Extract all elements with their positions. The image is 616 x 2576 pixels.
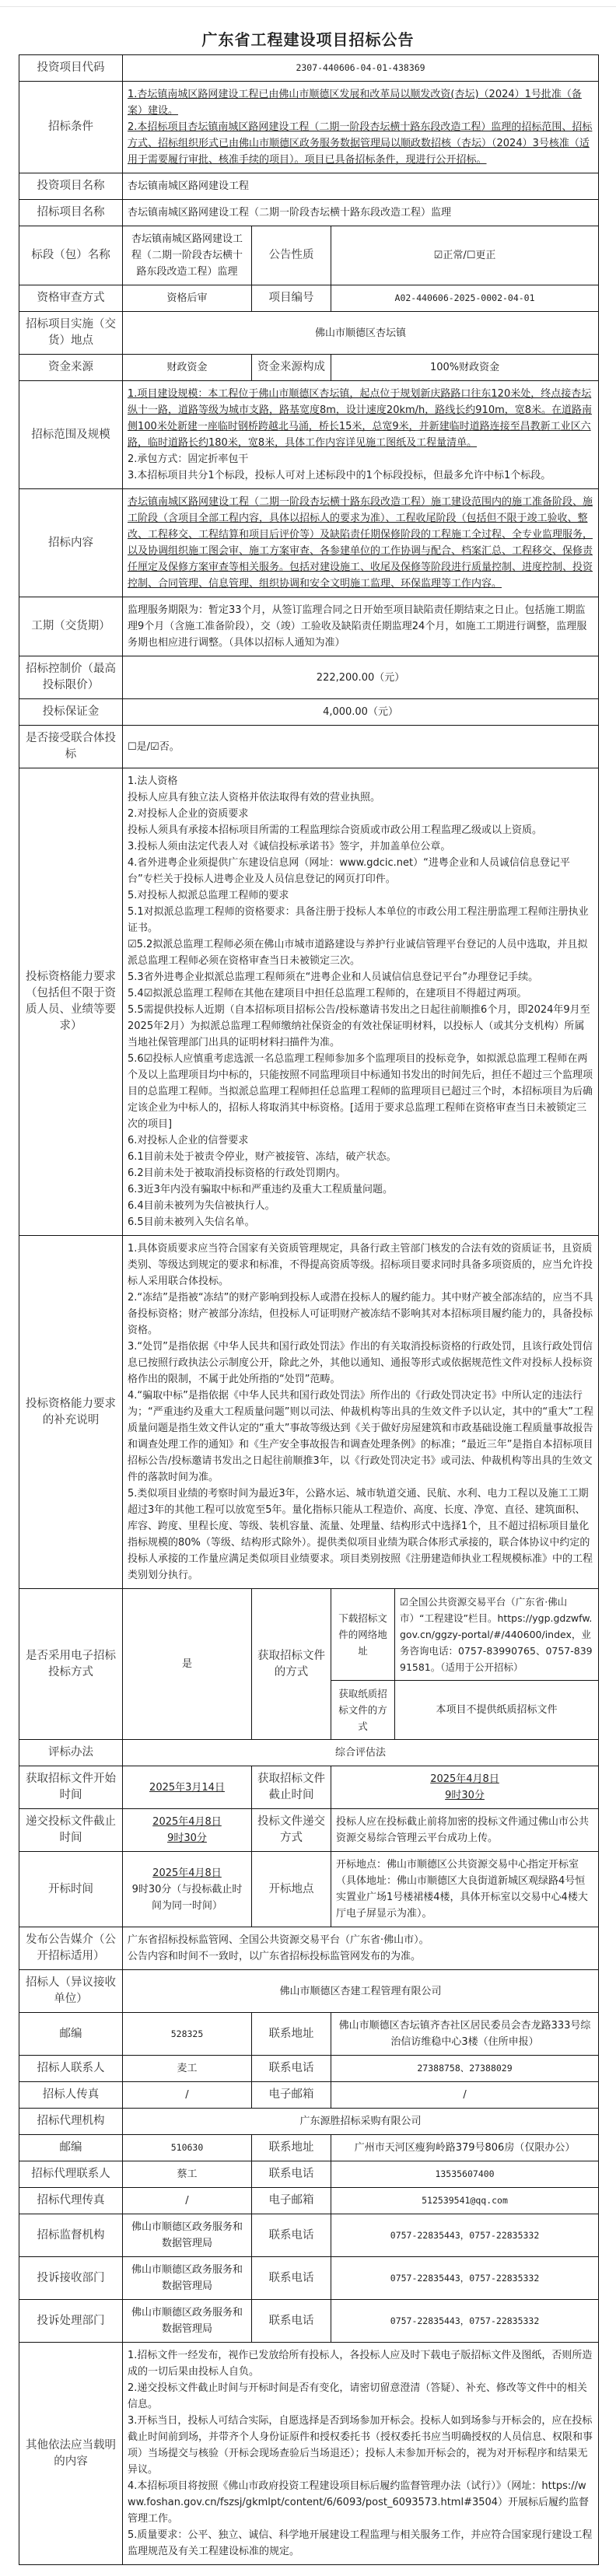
qualification-line: 投标人应具有独立法人资格并依法取得有效的营业执照。 [128, 792, 381, 803]
obtain-end-time: 9时30分 [445, 1790, 485, 1801]
label-supervision: 招标监督机构 [19, 2214, 123, 2257]
row-conditions [19, 82, 599, 173]
label-agency-email: 电子邮箱 [252, 2188, 331, 2214]
value-agency-phone: 13535607400 [331, 2161, 599, 2188]
qualification-line: 5.1对拟派总监理工程师的资格要求：具备注册于投标人本单位的市政公用工程注册监理工程师注册执业证书。 [128, 906, 589, 934]
label-obtain-method: 获取招标文件的方式 [252, 1589, 331, 1740]
scope-line-1: 1.项目建设规模：本工程位于佛山市顺德区杏坛镇，起点位于规划新庆路路口往东120米处，终点接杏坛纵十一路，道路等级为城市支路，路基宽度8m，设计速度20km/h，路线长约910m，宽8米。在道路南侧100米处新建一座临时钢桥跨越北马涌，桥长15米，总宽9米，并新建临时道路连接至昌教新工业区六路，临时道路长约180米，宽8米，具体工作内容详见施工图纸及工程量清单。 [128, 388, 593, 449]
value-agency-contact: 蔡工 [123, 2161, 252, 2188]
label-invest-name: 投资项目名称 [19, 173, 123, 200]
value-content: 杏坛镇南城区路网建设工程（二期一阶段杏坛横十路东段改造工程）施工建设范围内的施工准备阶段、施工阶段（含项目全部工程内容，具体以招标人的要求为准）、工程收尾阶段（包括但不限于竣工验收、整改、工程移交、工程结算和项目后评价等）及缺陷责任期保修阶段的工程施工全过程、全专业监理服务，以及协调组织施工图会审、施工方案审查、各参建单位的工作协调与配合、档案汇总、工程移交、保修责任厘定及保修方案审查等相关服务。包括对建设施工、收尾及保修等阶段进行质量控制、进度控制、投资控制、合同管理、信息管理、组织协调和安全文明施工监理、环保监理等工作内容。 [123, 489, 599, 597]
qualification-line: 6.2目前未处于被取消投标资格的行政处罚期内。 [128, 1167, 346, 1179]
qualification-line: 6.对投标人企业的信誉要求 [128, 1135, 249, 1146]
value-tenderer-fax: / [123, 2082, 252, 2109]
label-media: 发布公告媒介（公开招标适用） [19, 1927, 123, 1970]
row-project-name [19, 200, 599, 226]
qualification-line: 5.对投标人拟派总监理工程师的要求 [128, 890, 289, 901]
label-project-code: 项目编号 [252, 285, 331, 312]
value-invest-name: 杏坛镇南城区路网建设工程 [123, 173, 599, 200]
label-location: 招标项目实施（交货）地点 [19, 312, 123, 355]
label-submit-method: 投标文件递交方式 [252, 1809, 331, 1852]
label-tenderer-fax: 招标人传真 [19, 2082, 123, 2109]
other-line: 5.质量要求：公平、独立、诚信、科学地开展建设工程监理与相关服务工作，并应符合国家现行建设工程监理规范及有关工程建设标准的规定。 [128, 2529, 593, 2557]
top-divider [0, 0, 616, 7]
value-tenderer-postcode: 528325 [123, 2013, 252, 2056]
label-agency-fax: 招标代理传真 [19, 2188, 123, 2214]
qualification-line: 6.5目前未被列入失信名单。 [128, 1216, 255, 1228]
row-other [19, 2343, 599, 2565]
label-tenderer-address: 联系地址 [252, 2013, 331, 2056]
other-line: 1.招标文件一经发布，视作已发放给所有投标人，各投标人应及时下载电子版招标文件及图纸，否则所造成的一切后果由投标人自负。 [128, 2350, 593, 2378]
value-period: 监理服务期限为：暂定33个月，从签订监理合同之日开始至项目缺陷责任期结束之日止。包括施工期监理9个月（含施工准备阶段），交（竣）工验收及缺陷责任期监理24个月，如施工工期进行调整，监理服务期也相应进行调整。（具体以招标人通知为准） [123, 597, 599, 656]
value-scope [123, 381, 599, 489]
row-section [19, 226, 599, 285]
supplement-line: 2.“冻结”是指被“冻结”的财产影响到投标人或潜在投标人的履约能力。其中财产被全部冻结的，应当不具备投标资格；财产被部分冻结，但投标人可证明财产被冻结不影响其对本招标项目履约能力的，具备投标资格。 [128, 1292, 593, 1336]
qualification-line: 6.4目前未被列为失信被执行人。 [128, 1200, 275, 1212]
label-section: 标段（包）名称 [19, 226, 123, 285]
qualification-line: 1.法人资格 [128, 775, 178, 787]
supplement-line: 1.具体资质要求应当符合国家有关资质管理规定，具备行政主管部门核发的合法有效的资质证书，且资质类别、等级达到规定的要求和标准，不得提高资质等级。招标项目要求同时具备多项资质的，应当允许投标人采用联合体投标。 [128, 1243, 593, 1287]
row-qualification [19, 768, 599, 1236]
label-control-price: 招标控制价（最高投标限价） [19, 656, 123, 699]
label-review: 资格审查方式 [19, 285, 123, 312]
label-obtain-end: 获取招标文件截止时间 [252, 1766, 331, 1809]
qualification-line: 6.1目前未处于被责令停业，财产被接管、冻结，破产状态。 [128, 1151, 397, 1163]
row-supervision [19, 2214, 599, 2257]
value-agency-fax: / [123, 2188, 252, 2214]
value-tenderer: 佛山市顺德区杏建工程管理有限公司 [123, 1970, 599, 2013]
label-supervision-phone: 联系电话 [252, 2214, 331, 2257]
row-agency [19, 2109, 599, 2135]
row-opening [19, 1852, 599, 1927]
value-qualification [123, 768, 599, 1236]
row-agency-fax [19, 2188, 599, 2214]
row-tenderer-post [19, 2013, 599, 2056]
label-other: 其他依法应当载明的内容 [19, 2343, 123, 2565]
label-agency: 招标代理机构 [19, 2109, 123, 2135]
value-complaint-handle: 佛山市顺德区政务服务和数据管理局 [123, 2300, 252, 2343]
value-agency-postcode: 510630 [123, 2135, 252, 2161]
conditions-line-2: 2.本招标项目杏坛镇南城区路网建设工程（二期一阶段杏坛横十路东段改造工程）监理的招标范围、招标方式、招标组织形式已由佛山市顺德区政务服务数据管理局以顺政数招核（杏坛）（2024）3号核准（适用于需要履行审批、核准手续的项目）。项目已具备招标条件，现进行公开招标。 [128, 121, 593, 166]
row-agency-post [19, 2135, 599, 2161]
value-notice-nature: ☑正常/☐更正 [331, 226, 599, 285]
value-obtain-end [331, 1766, 599, 1809]
submit-time: 9时30分 [167, 1832, 207, 1844]
value-project-code: A02-440606-2025-0002-04-01 [331, 285, 599, 312]
value-supplement [123, 1236, 599, 1589]
value-consortium: ☐是/☑否。 [123, 726, 599, 768]
obtain-end-date: 2025年4月8日 [430, 1773, 499, 1785]
label-complaint-receive-phone: 联系电话 [252, 2257, 331, 2300]
label-invest-code: 投资项目代码 [19, 55, 123, 82]
label-funds: 资金来源 [19, 355, 123, 381]
label-electronic: 是否采用电子招标投标方式 [19, 1589, 123, 1740]
value-conditions [123, 82, 599, 173]
label-project-name: 招标项目名称 [19, 200, 123, 226]
label-period: 工期（交货期） [19, 597, 123, 656]
label-complaint-handle-phone: 联系电话 [252, 2300, 331, 2343]
value-supervision: 佛山市顺德区政务服务和数据管理局 [123, 2214, 252, 2257]
row-obtain-time [19, 1766, 599, 1809]
value-section: 杏坛镇南城区路网建设工程（二期一阶段杏坛横十路东段改造工程）监理 [123, 226, 252, 285]
qualification-line: 6.3近3年内没有骗取中标和严重违约及重大工程质量问题。 [128, 1184, 393, 1195]
row-deposit [19, 699, 599, 726]
label-conditions: 招标条件 [19, 82, 123, 173]
row-electronic-1 [19, 1589, 599, 1681]
value-tenderer-email: / [331, 2082, 599, 2109]
opening-time: 9时30分（与投标截止时间为同一时间） [131, 1883, 243, 1912]
value-opening-place: 开标地点：佛山市顺德区公共资源交易中心指定开标室（具体地址：佛山市顺德区大良街道新城区观绿路4号恒实置业广场1号楼裙楼4楼，具体开标室以交易中心4楼大厅电子屏显示为准）。 [331, 1852, 599, 1927]
value-agency-address: 广州市天河区瘦狗岭路379号806房（仅限办公） [331, 2135, 599, 2161]
label-agency-postcode: 邮编 [19, 2135, 123, 2161]
label-deposit: 投标保证金 [19, 699, 123, 726]
label-complaint-handle: 投诉处理部门 [19, 2300, 123, 2343]
row-tenderer [19, 1970, 599, 2013]
other-line: 3.开标当日，投标人可结合实际，自愿选择是否到场参加开标会。投标人如到场参与开标会的，应在投标截止时间前到场，并带齐个人身份证原件和授权委托书（授权委托书应当明确授权的人员信息、权限和事项）当场提交与核验（开标会现场查验后当场退还）；投标人未参加开标会的，视为对开标程序和结果无异议。 [128, 2415, 593, 2476]
label-consortium: 是否接受联合体投标 [19, 726, 123, 768]
label-complaint-receive: 投诉接收部门 [19, 2257, 123, 2300]
value-media [123, 1927, 599, 1970]
label-tenderer-contact: 招标人联系人 [19, 2056, 123, 2082]
supplement-line: 4.“骗取中标”是指依据《中华人民共和国行政处罚法》所作出的《行政处罚决定书》中所认定的违法行为；“严重违约及重大工程质量问题”则以司法、仲裁机构等出具的生效文件予以认定，其中的“重大”工程质量问题是指生效文件认定的“重大”事故等级达到《关于做好房屋建筑和市政基础设施工程质量事故报告和调查处理工作的通知》和《生产安全事故报告和调查处理条例》的标准；“最近三年”是指自本招标项目招标公告/投标邀请书发出之日起往前顺推3年，以《行政处罚决定书》或司法、仲裁机构等出具的生效文件的落款时间为准。 [128, 1390, 593, 1483]
other-line: 2.递交投标文件截止时间与开标时间是否有变化，请密切留意澄清（答疑）、补充、修改等文件中的相关信息。 [128, 2382, 587, 2410]
label-opening-time: 开标时间 [19, 1852, 123, 1927]
value-control-price: 222,200.00（元） [123, 656, 599, 699]
value-tenderer-contact: 麦工 [123, 2056, 252, 2082]
row-review [19, 285, 599, 312]
label-agency-contact: 招标代理联系人 [19, 2161, 123, 2188]
value-agency: 广东源胜招标采购有限公司 [123, 2109, 599, 2135]
row-consortium [19, 726, 599, 768]
scope-line-3: 3.本招标项目共分1个标段，投标人可对上述标段中的1个标段投标，但最多允许中标1个标段。 [128, 470, 551, 481]
scope-line-2: 2.承包方式：固定折率包干 [128, 453, 249, 465]
row-control-price [19, 656, 599, 699]
label-agency-address: 联系地址 [252, 2135, 331, 2161]
row-tenderer-fax [19, 2082, 599, 2109]
label-agency-phone: 联系电话 [252, 2161, 331, 2188]
value-opening-time [123, 1852, 252, 1927]
row-funds [19, 355, 599, 381]
value-funds: 财政资金 [123, 355, 252, 381]
label-tenderer-postcode: 邮编 [19, 2013, 123, 2056]
row-invest-name [19, 173, 599, 200]
value-tenderer-phone: 27388758、27388029 [331, 2056, 599, 2082]
value-supervision-phone: 0757-22835443，0757-22835332 [331, 2214, 599, 2257]
row-complaint-handle [19, 2300, 599, 2343]
value-complaint-receive-phone: 0757-22835443，0757-22835332 [331, 2257, 599, 2300]
qualification-line: 2.对投标人企业的资质要求 [128, 808, 249, 820]
value-review: 资格后审 [123, 285, 252, 312]
label-supplement: 投标资格能力要求的补充说明 [19, 1236, 123, 1589]
row-media [19, 1927, 599, 1970]
qualification-line: 5.6☑投标人应慎重考虑选派一名总监理工程师参加多个监理项目的投标竞争，如拟派总监理工程师在两个及以上监理项目均中标的，只能按照不同监理项目中标通知书发出的时间先后，担任不超过三个监理项目的总监理工程师。当拟派总监理工程师担任总监理工程师的监理项目已超过三个时，本招标项目为后确定该企业为中标人的，招标人将取消其中标资格。[适用于要求总监理工程师在资格审查当日未被锁定三次的项目] [128, 1053, 593, 1130]
supplement-line: 3.“处罚”是指依据《中华人民共和国行政处罚法》作出的有关取消投标资格的行政处罚，且该行政处罚信息已按照行政执法公示制度公开，除此之外，其他以通知、通报等形式或依据规范性文件对投标人投标资格作出的限制，不属于此处所指的“处罚”范畴。 [128, 1341, 593, 1385]
value-paper-method: 本项目不提供纸质招标文件 [395, 1681, 599, 1740]
value-tenderer-address: 佛山市顺德区杏坛镇齐杏社区居民委员会杏龙路333号综治信访维稳中心3楼（住所申报） [331, 2013, 599, 2056]
other-line: 4.本招标项目将按照《佛山市政府投资工程建设项目标后履约监督管理办法（试行）》（网址：https://www.foshan.gov.cn/fszsj/gkmlpt/content/6/6093/post_6093573.html#3504）开展标后履约监督管理工作。 [128, 2480, 590, 2525]
value-complaint-handle-phone: 0757-22835443，0757-22835332 [331, 2300, 599, 2343]
value-location: 佛山市顺德区杏坛镇 [123, 312, 599, 355]
qualification-line: 5.3省外进粤企业拟派总监理工程师须在“进粤企业和人员诚信信息登记平台”办理登记手续。 [128, 971, 539, 983]
supplement-line: 5.类似项目业绩的考察时间为最近3年，公路水运、城市轨道交通、民航、水利、电力工程以及施工工期超过3年的其他工程可以放宽至5年。量化指标只能从工程造价、高度、长度、净宽、直径、建筑面积、库容、跨度、里程长度、等级、装机容量、流量、处理量、结构形式中选择1个，且不超过招标项目量化指标规模的80%（等级、结构形式除外）。提供类似项目业绩为联合体形式承接的，联合体协议中约定的投标人承接的工作量应满足类似项目业绩要求。项目类别按照《注册建造师执业工程规模标准》中的工程类别划分执行。 [128, 1488, 593, 1581]
label-tenderer-phone: 联系电话 [252, 2056, 331, 2082]
label-paper-method: 获取纸质招标文件的方式 [331, 1681, 395, 1740]
notice-table [19, 54, 599, 2565]
row-submit [19, 1809, 599, 1852]
page-title: 广东省工程建设项目招标公告 [201, 30, 415, 49]
row-scope [19, 381, 599, 489]
qualification-line: 5.5需提供投标人近期（自本招标项目招标公告/投标邀请书发出之日起往前顺推6个月，即2024年9月至2025年2月）为拟派总监理工程师缴纳社保资金的有效社保证明材料，以投标人（或其分支机构）所属当地社保管理部门出具的证明材料扫描件为准。 [128, 1004, 590, 1048]
value-invest-code: 2307-440606-04-01-438369 [123, 55, 599, 82]
media-line-1: 广东省招标投标监管网、全国公共资源交易平台（广东省·佛山市）。 [128, 1934, 429, 1946]
label-tenderer: 招标人（异议接收单位） [19, 1970, 123, 2013]
row-complaint-receive [19, 2257, 599, 2300]
label-notice-nature: 公告性质 [252, 226, 331, 285]
value-funds-composition: 100%财政资金 [331, 355, 599, 381]
value-electronic: 是 [123, 1589, 252, 1740]
qualification-line: 3.投标人须由法定代表人对《诚信投标承诺书》签字，并加盖单位公章。 [128, 841, 451, 852]
value-submit-method: 投标人应在投标截止前将加密的投标文件通过佛山市公共资源交易综合管理云平台成功上传。 [331, 1809, 599, 1852]
row-tenderer-contact [19, 2056, 599, 2082]
label-scope: 招标范围及规模 [19, 381, 123, 489]
row-supplement [19, 1236, 599, 1589]
qualification-line: 5.4☑拟派总监理工程师在其他在建项目中担任总监理工程师的，在建项目不得超过两项。 [128, 988, 527, 999]
row-evaluation [19, 1740, 599, 1766]
row-invest-code [19, 55, 599, 82]
label-download-url: 下载招标文件的网络地址 [331, 1589, 395, 1681]
label-opening-place: 开标地点 [252, 1852, 331, 1927]
label-content: 招标内容 [19, 489, 123, 597]
value-project-name: 杏坛镇南城区路网建设工程（二期一阶段杏坛横十路东段改造工程）监理 [123, 200, 599, 226]
submit-date: 2025年4月8日 [152, 1816, 222, 1828]
value-other [123, 2343, 599, 2565]
row-location [19, 312, 599, 355]
row-agency-contact [19, 2161, 599, 2188]
media-line-2: 公告内容和时间不一致时，以广东省招标投标监管网发布的为准。 [128, 1951, 422, 1962]
value-deposit: 4,000.00（元） [123, 699, 599, 726]
qualification-line: 4.省外进粤企业须提供广东建设信息网（网址：www.gdcic.net）“进粤企业和人员诚信信息登记平台”专栏关于投标人进粤企业及人员信息登记的网页打印件。 [128, 857, 570, 885]
label-tenderer-email: 电子邮箱 [252, 2082, 331, 2109]
label-funds-composition: 资金来源构成 [252, 355, 331, 381]
value-obtain-start: 2025年3月14日 [123, 1766, 252, 1809]
qualification-line: 投标人须具有承接本招标项目所需的工程监理综合资质或市政公用工程监理乙级或以上资质。 [128, 824, 543, 836]
opening-date: 2025年4月8日 [152, 1867, 222, 1879]
conditions-line-1: 1.杏坛镇南城区路网建设工程已由佛山市顺德区发展和改革局以顺发改资(杏坛)（2024）1号批准（备案）建设。 [128, 89, 582, 117]
label-obtain-start: 获取招标文件开始时间 [19, 1766, 123, 1809]
qualification-line: ☑5.2拟派总监理工程师必须在佛山市城市道路建设与养护行业诚信管理平台登记的人员中选取，并且拟派总监理工程师必须在资格审查当日未被锁定三次。 [128, 939, 588, 967]
row-content [19, 489, 599, 597]
value-submit-deadline [123, 1809, 252, 1852]
value-complaint-receive: 佛山市顺德区政务服务和数据管理局 [123, 2257, 252, 2300]
value-agency-email[interactable]: 512539541@qq.com [331, 2188, 599, 2214]
value-evaluation: 综合评估法 [123, 1740, 599, 1766]
label-qualification: 投标资格能力要求（包括但不限于资质人员、业绩等要求） [19, 768, 123, 1236]
value-download-url[interactable]: ☑全国公共资源交易平台（广东省·佛山市）“工程建设”栏目。https://ygp.gdzwfw.gov.cn/ggzy-portal/#/440600/index，业务咨询电话：0757-83990765、0757-83991581。（适用于公开招标） [395, 1589, 599, 1681]
label-submit-deadline: 递交投标文件截止时间 [19, 1809, 123, 1852]
label-evaluation: 评标办法 [19, 1740, 123, 1766]
row-period [19, 597, 599, 656]
